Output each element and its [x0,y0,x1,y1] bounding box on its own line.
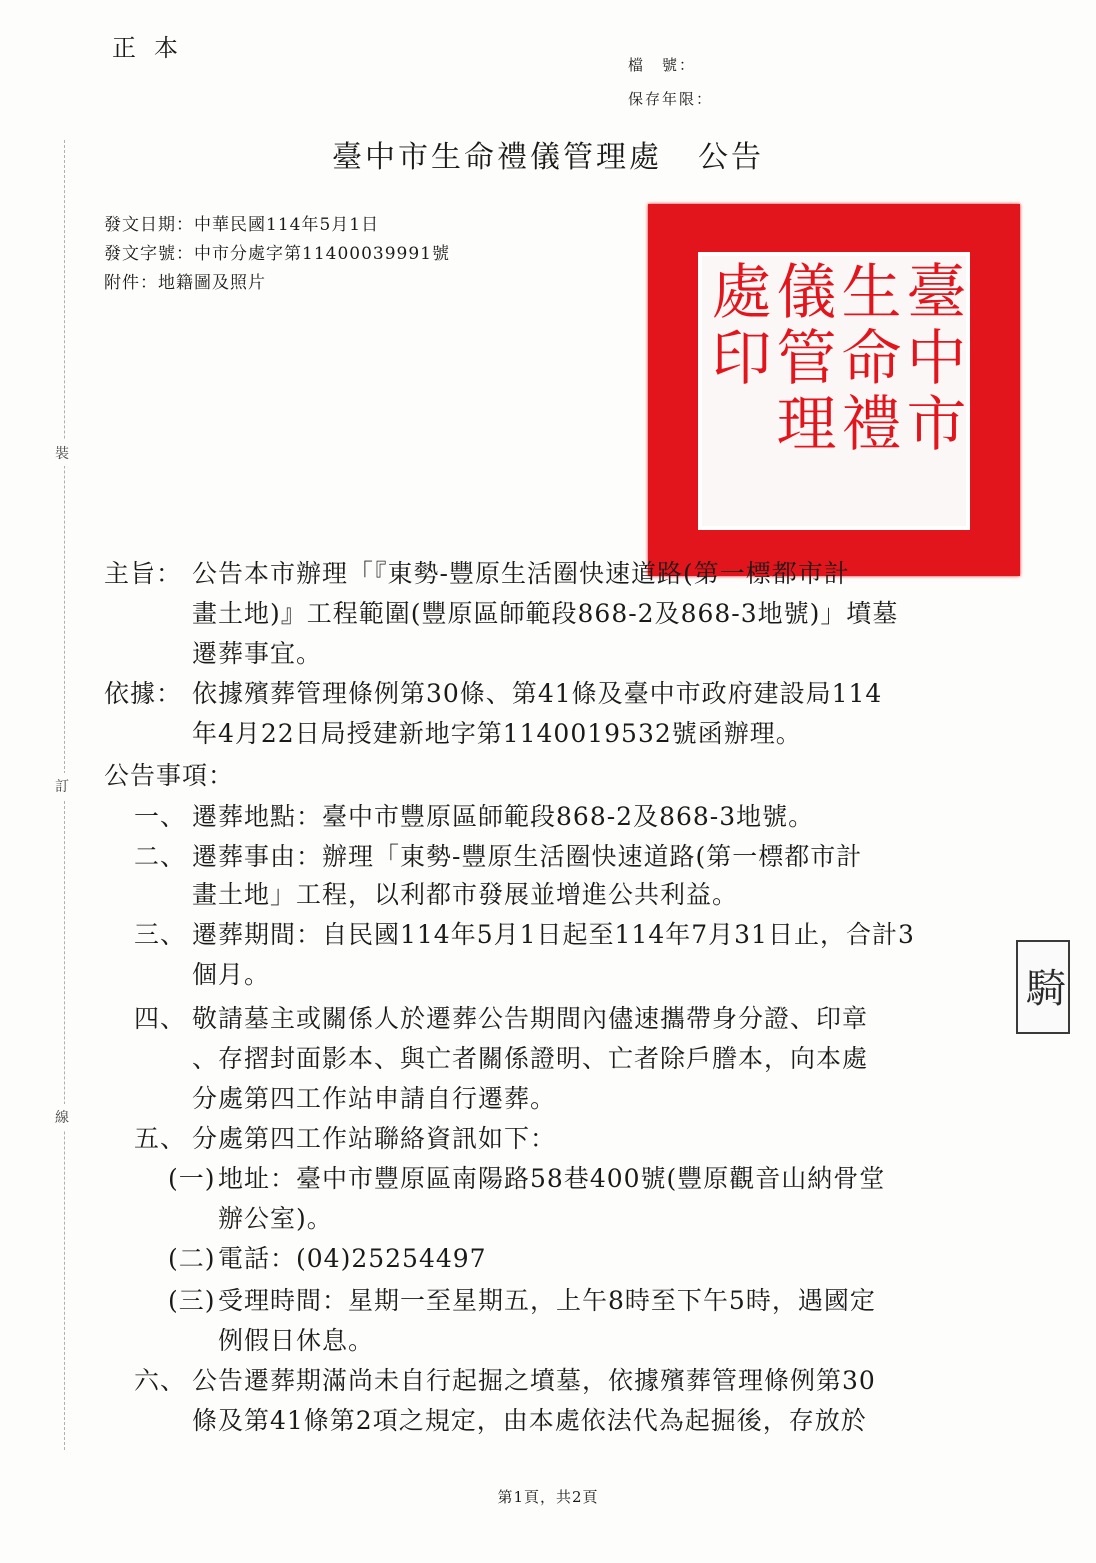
subitem-1-number: (一) [168,1164,216,1193]
item-3-number: 三、 [134,920,187,949]
item-6-number: 六、 [134,1366,187,1395]
subitem-3-number: (三) [168,1286,216,1315]
item-2-line-1: 遷葬事由：辦理「東勢-豐原生活圈快速道路(第一標都市計 [192,842,863,871]
issue-date: 發文日期：中華民國114年5月1日 [104,215,380,235]
item-2-number: 二、 [134,842,187,871]
item-6-line-2: 條及第41條第2項之規定，由本處依法代為起掘後，存放於 [192,1406,867,1435]
official-seal [648,204,1020,576]
item-2-line-2: 畫土地」工程，以利都市發展並增進公共利益。 [192,880,739,909]
document-number: 發文字號：中市分處字第11400039991號 [104,244,450,264]
item-4-line-2: 、存摺封面影本、與亡者關係證明、亡者除戶謄本，向本處 [192,1044,869,1073]
basis-label: 依據： [104,679,183,708]
binding-mark-zhuang: 裝 [55,440,69,466]
item-5-number: 五、 [134,1124,187,1153]
title-suffix: 公告 [698,140,764,175]
subject-line-2: 畫土地)』工程範圍(豐原區師範段868-2及868-3地號)」墳墓 [192,599,899,628]
subitem-1-line-1: 地址：臺中市豐原區南陽路58巷400號(豐原觀音山納骨堂 [218,1164,886,1193]
subject-line-3: 遷葬事宜。 [192,639,323,668]
subject-label: 主旨： [104,559,183,588]
seal-column-1: 臺中市 [896,260,967,458]
item-4-number: 四、 [134,1004,187,1033]
item-1-number: 一、 [134,802,187,831]
binding-mark-xian: 線 [55,1104,69,1130]
notice-items-label: 公告事項： [104,761,235,790]
item-6-line-1: 公告遷葬期滿尚未自行起掘之墳墓，依據殯葬管理條例第30 [192,1366,876,1395]
subitem-3-line-1: 受理時間：星期一至星期五，上午8時至下午5時，遇國定 [218,1286,876,1315]
basis-line-2: 年4月22日局授建新地字第1140019532號函辦理。 [192,719,802,748]
seal-column-4: 處印 [701,260,772,392]
subject-line-1: 公告本市辦理「『東勢-豐原生活圈快速道路(第一標都市計 [192,559,850,588]
item-1-line-1: 遷葬地點：臺中市豐原區師範段868-2及868-3地號。 [192,802,815,831]
subitem-1-line-2: 辦公室)。 [218,1204,333,1233]
seal-column-2: 生命禮 [831,260,902,458]
seal-inner [698,252,970,530]
side-stamp-text: 騎 [1019,967,1066,1007]
item-3-line-2: 個月。 [192,960,271,989]
item-5-line-1: 分處第四工作站聯絡資訊如下： [192,1124,557,1153]
file-number-label: 檔 號： [628,56,697,74]
subitem-2-line-1: 電話：(04)25254497 [218,1244,487,1273]
item-3-line-1: 遷葬期間：自民國114年5月1日起至114年7月31日止，合計3 [192,920,915,949]
page-footer: 第1頁，共2頁 [497,1488,599,1506]
side-stamp [1016,940,1070,1034]
seal-column-3: 儀管理 [766,260,837,458]
binding-mark-ding: 訂 [55,773,69,799]
basis-line-1: 依據殯葬管理條例第30條、第41條及臺中市政府建設局114 [192,679,883,708]
copy-mark: 正本 [112,34,196,62]
item-4-line-1: 敬請墓主或關係人於遷葬公告期間內儘速攜帶身分證、印章 [192,1004,869,1033]
retention-period-label: 保存年限： [628,90,714,108]
page-title [0,132,1096,176]
subitem-3-line-2: 例假日休息。 [218,1326,375,1355]
title-agency: 臺中市生命禮儀管理處 [332,140,662,175]
subitem-2-number: (二) [168,1244,216,1273]
attachment: 附件：地籍圖及照片 [104,273,266,293]
item-4-line-3: 分處第四工作站申請自行遷葬。 [192,1084,557,1113]
